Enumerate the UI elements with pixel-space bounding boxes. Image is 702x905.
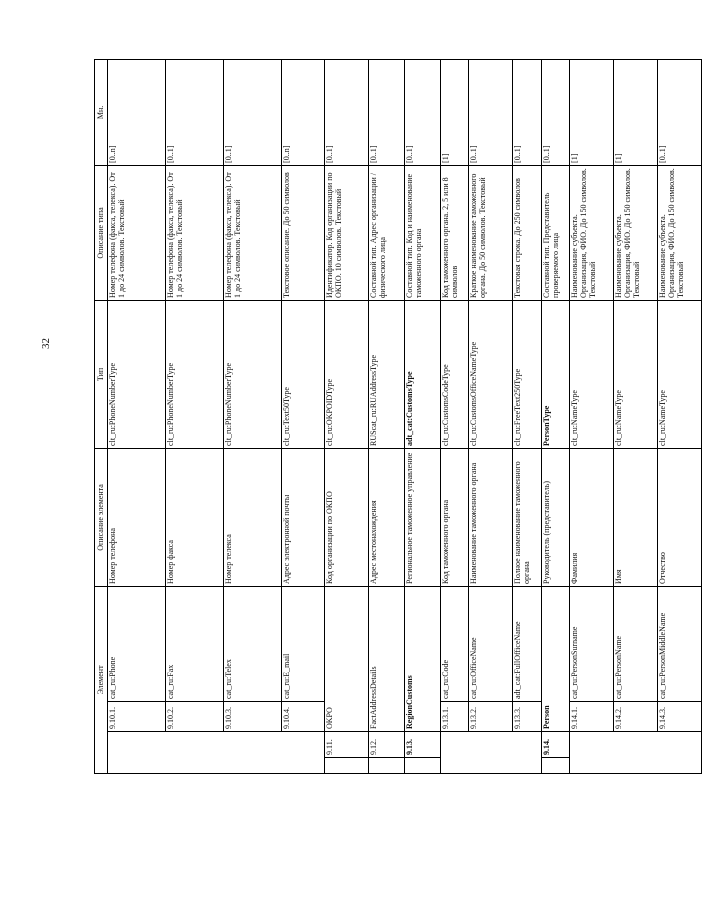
row-element-name: cat_ru:Fax <box>166 586 224 701</box>
table-row <box>369 59 405 773</box>
row-type-description: Текстовое описание. До 50 символов <box>282 165 325 300</box>
row-number: 9.14.3. <box>658 702 702 732</box>
row-description: Полное наименование таможенного органа <box>513 448 542 586</box>
row-description: Номер факса <box>166 448 224 586</box>
row-type-description: Составной тип. Код и наименование таможенного органа <box>405 165 441 300</box>
row-number: 9.13. <box>405 732 441 758</box>
row-multiplicity: [1] <box>614 59 658 165</box>
table-row <box>108 59 166 773</box>
row-description: Номер телекса <box>224 448 282 586</box>
elements-table <box>94 59 702 774</box>
row-description: Код таможенного органа <box>441 448 469 586</box>
table-row <box>325 59 369 773</box>
row-description: Номер телефона <box>108 448 166 586</box>
row-type: clt_ru:PhoneNumberType <box>224 300 282 448</box>
header-row <box>95 59 108 773</box>
row-type-description: Краткое наименование таможенного органа. До 50 символов. Текстовый <box>469 165 513 300</box>
row-type-description: Текстовая строка. До 250 символов <box>513 165 542 300</box>
row-multiplicity: [0..1] <box>369 59 405 165</box>
table-row <box>405 59 441 773</box>
row-element-name: cat_ru:E_mail <box>282 586 325 701</box>
table-row <box>542 59 570 773</box>
row-type: adt_cat:CustomsType <box>405 300 441 448</box>
row-type: PersonType <box>542 300 570 448</box>
row-multiplicity: [1] <box>570 59 614 165</box>
row-multiplicity: [0..1] <box>166 59 224 165</box>
table-row <box>658 59 702 773</box>
row-element-name: cat_ru:Phone <box>108 586 166 701</box>
row-number: 9.10.1. <box>108 702 166 732</box>
header-multiplicity: Мн. <box>95 59 108 165</box>
row-description: Региональное таможенное управление <box>405 448 441 586</box>
row-element-name: FactAddressDetails <box>369 586 405 731</box>
row-multiplicity: [0..1] <box>325 59 369 165</box>
row-description: Руководитель (представитель) <box>542 448 570 586</box>
row-type-description: Составной тип. Адрес организации / физического лица <box>369 165 405 300</box>
row-number: 9.13.2. <box>469 702 513 732</box>
row-element-name: cat_ru:PersonSurname <box>570 586 614 701</box>
row-element-name: RegionCustoms <box>405 586 441 731</box>
row-type: clt_ru:FreeText250Type <box>513 300 542 448</box>
row-multiplicity: [0..n] <box>108 59 166 165</box>
table-row <box>282 59 325 773</box>
header-element: Элемент <box>95 586 108 773</box>
row-element-name: OKPO <box>325 586 369 731</box>
row-type-description: Номер телефона (факса, телекса). От 1 до 24 символов. Текстовый <box>224 165 282 300</box>
row-multiplicity: [0..1] <box>224 59 282 165</box>
row-type: clt_ru:PhoneNumberType <box>166 300 224 448</box>
header-type: Тип <box>95 300 108 448</box>
row-description: Адрес электронной почты <box>282 448 325 586</box>
row-element-name: cat_ru:Telex <box>224 586 282 701</box>
row-number: 9.10.3. <box>224 702 282 732</box>
row-type: clt_ru:NameType <box>658 300 702 448</box>
row-type-description: Наименование субъекта. Организация, ФИО. До 150 символов. Текстовый <box>658 165 702 300</box>
table-row <box>570 59 614 773</box>
row-type-description: Идентификатор. Код организации по ОКПО. 10 символов. Текстовый <box>325 165 369 300</box>
row-type: clt_ru:Text50Type <box>282 300 325 448</box>
table-row <box>469 59 513 773</box>
table-row <box>166 59 224 773</box>
row-type-description: Код таможенного органа. 2, 5 или 8 символов <box>441 165 469 300</box>
row-element-name: cat_ru:PersonMiddleName <box>658 586 702 701</box>
row-element-name: cat_ru:PersonName <box>614 586 658 701</box>
row-element-name: cat_ru:Code <box>441 586 469 701</box>
row-type-description: Наименование субъекта. Организация, ФИО. До 150 символов. Текстовый <box>614 165 658 300</box>
row-number: 9.10.2. <box>166 702 224 732</box>
row-multiplicity: [1] <box>441 59 469 165</box>
row-multiplicity: [0..1] <box>469 59 513 165</box>
row-type-description: Номер телефона (факса, телекса). От 1 до 24 символов. Текстовый <box>166 165 224 300</box>
row-type-description: Номер телефона (факса, телекса). От 1 до 24 символов. Текстовый <box>108 165 166 300</box>
row-element-name: adt_cat:FullOfficeName <box>513 586 542 701</box>
row-type: clt_ru:PhoneNumberType <box>108 300 166 448</box>
row-description: Фамилия <box>570 448 614 586</box>
row-number: 9.12. <box>369 732 405 758</box>
row-type: clt_ru:CustomsCodeType <box>441 300 469 448</box>
row-description: Наименование таможенного органа <box>469 448 513 586</box>
row-type: RUScat_ru:RUAddressType <box>369 300 405 448</box>
row-element-name: Person <box>542 586 570 731</box>
row-multiplicity: [0..1] <box>658 59 702 165</box>
row-description: Код организации по ОКПО <box>325 448 369 586</box>
row-number: 9.10.4. <box>282 702 325 732</box>
row-multiplicity: [0..n] <box>282 59 325 165</box>
row-multiplicity: [0..1] <box>542 59 570 165</box>
row-number: 9.14. <box>542 732 570 758</box>
header-type-description: Описание типа <box>95 165 108 300</box>
row-type-description: Наименование субъекта. Организация, ФИО. До 150 символов. Текстовый <box>570 165 614 300</box>
row-number: 9.11. <box>325 732 369 758</box>
row-multiplicity: [0..1] <box>405 59 441 165</box>
page-number: 32 <box>40 338 52 349</box>
row-description: Имя <box>614 448 658 586</box>
row-type: clt_ru:NameType <box>570 300 614 448</box>
row-number: 9.13.1. <box>441 702 469 732</box>
row-type: clt_ru:NameType <box>614 300 658 448</box>
table-row <box>441 59 469 773</box>
row-number: 9.14.2. <box>614 702 658 732</box>
row-multiplicity: [0..1] <box>513 59 542 165</box>
header-description: Описание элемента <box>95 448 108 586</box>
table-row <box>513 59 542 773</box>
row-type: clt_ru:CustomsOfficeNameType <box>469 300 513 448</box>
table-row <box>614 59 658 773</box>
row-element-name: cat_ru:OfficeName <box>469 586 513 701</box>
rotated-page-content <box>94 60 685 774</box>
row-type-description: Составной тип. Представитель проверяемого лица <box>542 165 570 300</box>
row-description: Адрес местонахождения <box>369 448 405 586</box>
row-type: clt_ru:OKPOIDType <box>325 300 369 448</box>
row-description: Отчество <box>658 448 702 586</box>
table-row <box>224 59 282 773</box>
row-number: 9.14.1. <box>570 702 614 732</box>
row-number: 9.13.3. <box>513 702 542 732</box>
